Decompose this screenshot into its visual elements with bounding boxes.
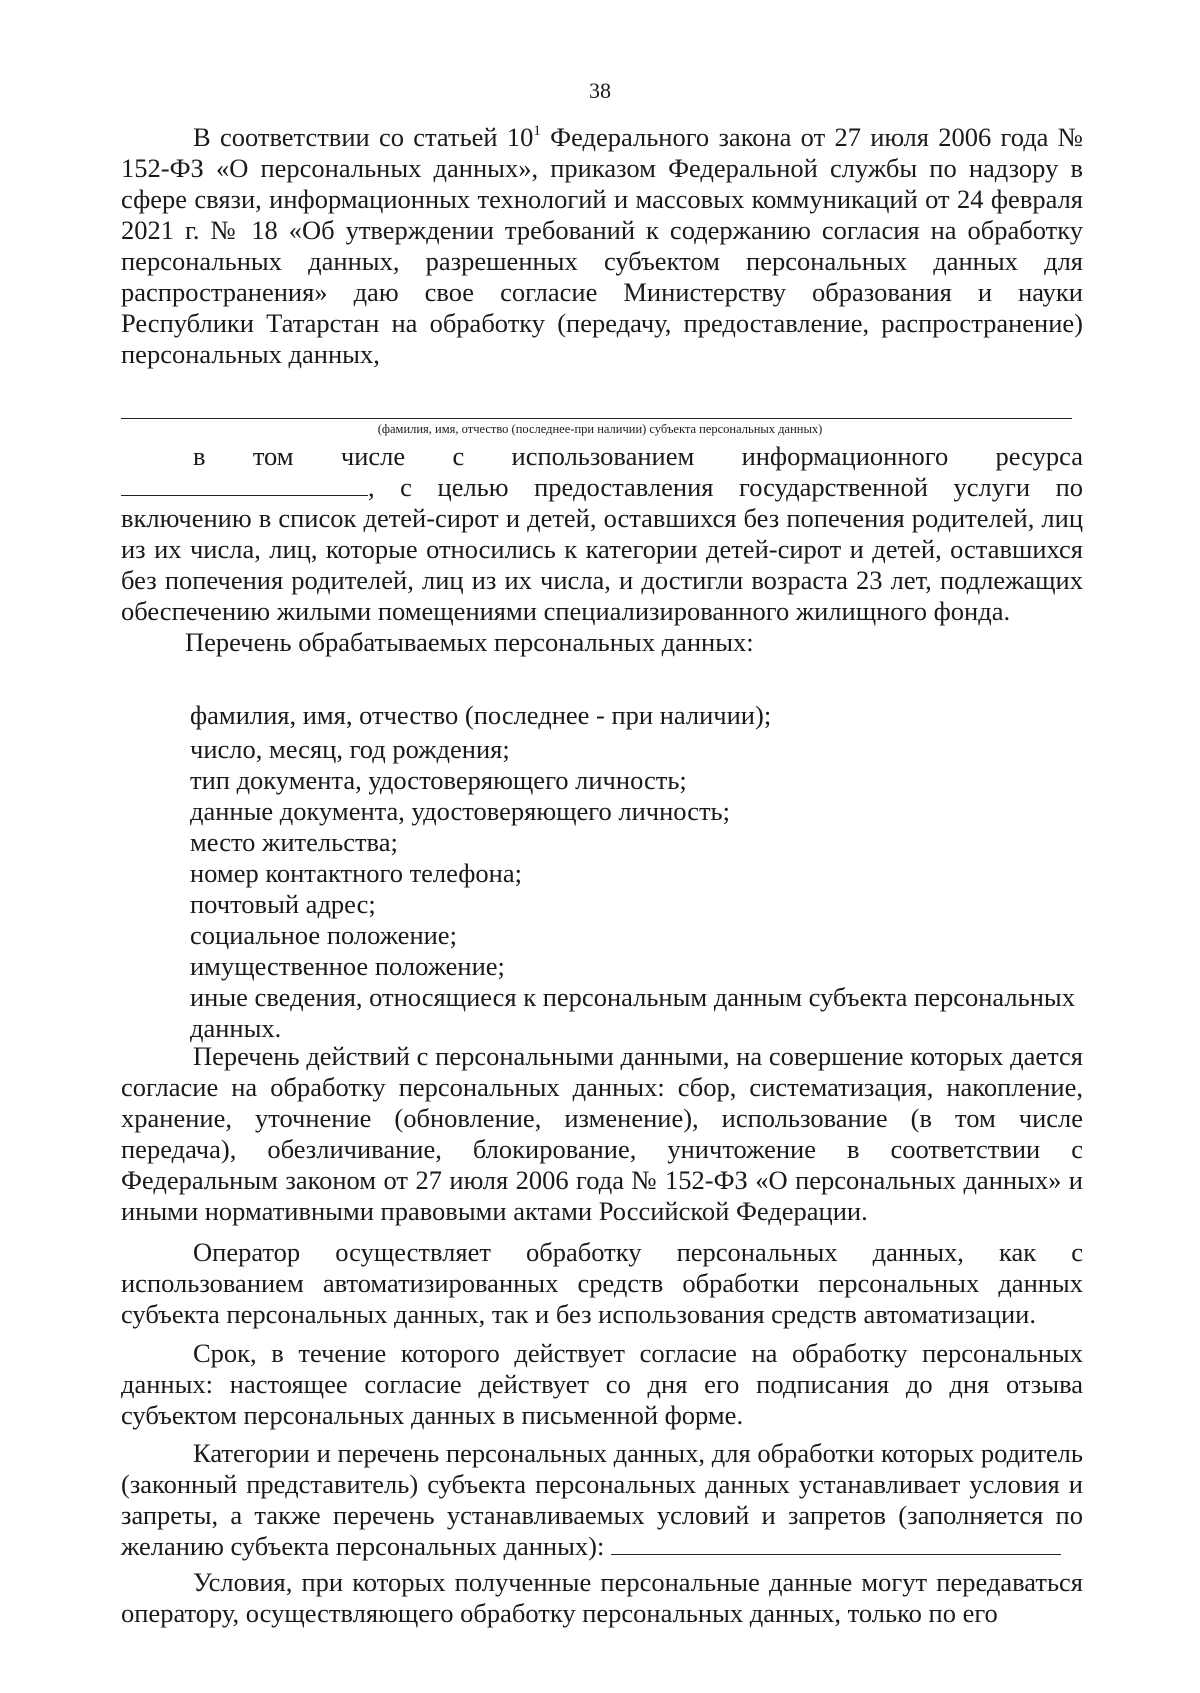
intro-text-start: В соответствии со статьей 10: [193, 122, 534, 152]
page-number: 38: [589, 78, 611, 103]
full-name-fill-line[interactable]: [121, 418, 1072, 419]
intro-text-rest: Федерального закона от 27 июля 2006 года № 152-ФЗ «О персональных данных», приказом Федеральной службы по надзору в сфере связи, информационных технологий и массовых коммуникаций от 24 февраля 2021 г. № 18 «Об утверждении требований к содержанию согласия на обработку персональных данных, разрешенных субъектом персональных данных для распространения» даю свое согласие Министерству образования и науки Республики Татарстан на обработку (передачу, предоставление, распространение) персональных данных,: [121, 122, 1083, 369]
consent-intro-paragraph: [121, 122, 1083, 370]
list-item: номер контактного телефона;: [190, 858, 522, 888]
purpose-text-rest: , с целью предоставления государственной услуги по включению в список детей-сирот и детей, оставшихся без попечения родителей, лиц из их числа, лиц, которые относились к категории детей-сирот и детей, оставшихся без попечения родителей, лиц из их числа, и достигли возраста 23 лет, подлежащих обеспечению жилыми помещениями специализированного жилищного фонда.: [121, 472, 1083, 626]
list-item: данные документа, удостоверяющего личность;: [190, 796, 731, 826]
list-item: иные сведения, относящиеся к персональным данным субъекта персональных данных.: [190, 982, 1075, 1043]
actions-paragraph: Перечень действий с персональными данными, на совершение которых дается согласие на обработку персональных данных: сбор, систематизация, накопление, хранение, уточнение (обновление, изменение), использование (в том числе передача), обезличивание, блокирование, уничтожение в соответствии с Федеральным законом от 27 июля 2006 года № 152-ФЗ «О персональных данных» и иными нормативными правовыми актами Российской Федерации.: [121, 1041, 1083, 1226]
list-item: фамилия, имя, отчество (последнее - при наличии);: [190, 700, 772, 730]
information-resource-blank[interactable]: [121, 473, 368, 496]
purpose-text-start: в том числе с использованием информационного ресурса: [193, 441, 1083, 471]
categories-text: Категории и перечень персональных данных, для обработки которых родитель (законный представитель) субъекта персональных данных устанавливает условия и запреты, а также перечень устанавливаемых условий и запретов (заполняется по желанию субъекта персональных данных):: [121, 1438, 1083, 1561]
list-item: тип документа, удостоверяющего личность;: [190, 765, 687, 795]
data-list-heading: Перечень обрабатываемых персональных данных:: [185, 627, 754, 657]
article-superscript: 1: [533, 123, 541, 139]
operator-paragraph: Оператор осуществляет обработку персональных данных, как с использованием автоматизированных средств обработки персональных данных субъекта персональных данных, так и без использования средств автоматизации.: [121, 1237, 1083, 1329]
categories-paragraph: [121, 1438, 1083, 1562]
list-item: почтовый адрес;: [190, 889, 376, 919]
list-item: имущественное положение;: [190, 951, 505, 981]
conditions-paragraph: Условия, при которых полученные персональные данные могут передаваться оператору, осуществляющего обработку персональных данных, только по его: [121, 1567, 1083, 1628]
purpose-paragraph: [121, 441, 1083, 627]
list-item: социальное положение;: [190, 920, 457, 950]
personal-data-list: [190, 700, 1090, 1044]
term-paragraph: Срок, в течение которого действует согласие на обработку персональных данных: настоящее согласие действует со дня его подписания до дня отзыва субъектом персональных данных в письменной форме.: [121, 1338, 1083, 1430]
list-item: место жительства;: [190, 827, 398, 857]
full-name-caption: (фамилия, имя, отчество (последнее-при наличии) субъекта персональных данных): [377, 422, 823, 436]
conditions-fill-blank[interactable]: [611, 1532, 1061, 1555]
list-item: число, месяц, год рождения;: [190, 734, 510, 764]
